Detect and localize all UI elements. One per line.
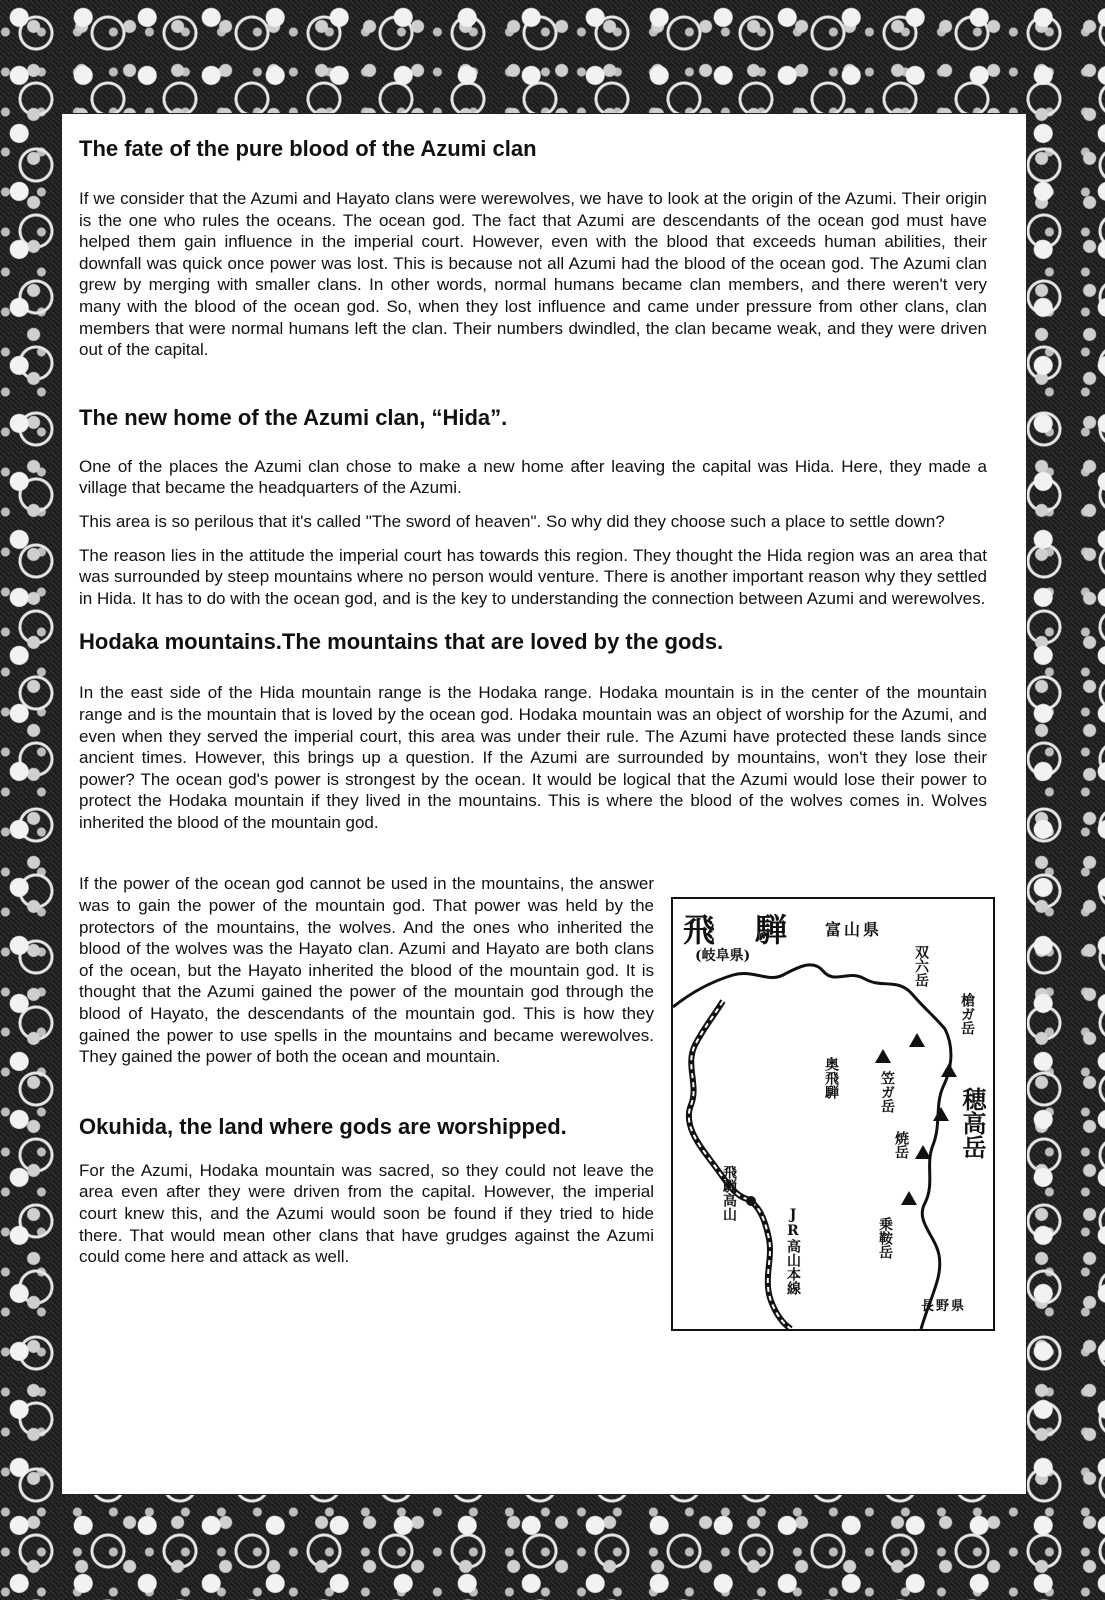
sugoroku-marker bbox=[909, 1033, 925, 1047]
label-yari: 槍ガ岳 bbox=[959, 993, 975, 1036]
map-subtitle: (岐阜県) bbox=[695, 948, 751, 965]
paragraph-hida-2: This area is so perilous that it's called "The sword of heaven". So why did they choose such a place to settle down? bbox=[79, 511, 945, 531]
jr-line-outer bbox=[689, 1001, 791, 1329]
paragraph-okuhida: For the Azumi, Hodaka mountain was sacred, so they could not leave the area even after they were driven from the capital. However, the imperial court knew this, and the Azumi would soon be found if they tried to hide there. That would mean other clans that have grudges against the Azumi could come here and attack as well. bbox=[79, 1160, 654, 1267]
heading-okuhida: Okuhida, the land where gods are worshipped. bbox=[79, 1113, 567, 1139]
norikura-marker bbox=[901, 1191, 917, 1205]
label-jr-line: JR高山本線 bbox=[785, 1207, 801, 1296]
yari-marker bbox=[941, 1063, 957, 1077]
heading-hodaka-mountains: Hodaka mountains.The mountains that are loved by the gods. bbox=[79, 629, 724, 655]
label-okuhida: 奥飛騨 bbox=[823, 1057, 839, 1100]
paragraph-hodaka: In the east side of the Hida mountain range is the Hodaka range. Hodaka mountain is in the center of the mountain range and is the mountain that is loved by the ocean god. Hodaka mountain was an object of worship for the Azumi, and even when they served the imperial court, this area was under their rule. The Azumi have protected these lands since ancient times. However, this brings up a question. If the Azumi are surrounded by mountains, won't they lose their power? The ocean god's power is strongest by the ocean. It would be logical that the Azumi would lose their power to protect the Hodaka mountain if they lived in the mountains. This is where the blood of the wolves comes in. Wolves inherited the blood of the mountain god. bbox=[79, 683, 987, 832]
label-toyama: 富山県 bbox=[825, 920, 883, 940]
kasa-marker bbox=[875, 1049, 891, 1063]
map-title: 飛 騨 bbox=[683, 911, 792, 950]
label-sugoroku: 双六岳 bbox=[913, 945, 929, 988]
yake-marker bbox=[915, 1145, 931, 1159]
label-takayama: 飛騨高山 bbox=[721, 1165, 737, 1222]
heading-azumi-fate: The fate of the pure blood of the Azumi clan bbox=[79, 136, 537, 161]
label-kasa: 笠ガ岳 bbox=[879, 1071, 895, 1114]
left-column bbox=[79, 873, 654, 1267]
label-norikura: 乗鞍岳 bbox=[877, 1217, 893, 1260]
takayama-station-dot bbox=[746, 1196, 756, 1206]
label-nagano: 長野県 bbox=[921, 1299, 967, 1315]
heading-new-home-hida: The new home of the Azumi clan, “Hida”. bbox=[79, 404, 508, 430]
bottom-section bbox=[79, 873, 987, 1315]
jr-line-inner bbox=[689, 1001, 791, 1329]
hodaka-marker bbox=[933, 1107, 949, 1121]
paragraph-mountain-god: If the power of the ocean god cannot be used in the mountains, the answer was to gain the power of the mountain god. That power was held by the protectors of the mountains, the wolves. And the ones who inherited the blood of the wolves was the Hayato clan. Azumi and Hayato are both clans of the ocean, but the Hayato inherited the blood of the mountain god. It is thought that the Azumi gained the power of the mountain god through the blood of Hayato, the descendants of the mountain god. This is how they gained the power to use spells in the mountains and became werewolves. They gained the power of both the ocean and mountain. bbox=[79, 874, 654, 1067]
label-hodaka: 穂高岳 bbox=[958, 1087, 987, 1160]
article bbox=[79, 128, 987, 1315]
paragraph-hida-1: One of the places the Azumi clan chose to make a new home after leaving the capital was Hida. Here, they made a village that became the headquarters of the Azumi. bbox=[79, 456, 987, 498]
label-yake: 焼岳 bbox=[893, 1131, 909, 1160]
paragraph-azumi-fate: If we consider that the Azumi and Hayato clans were werewolves, we have to look at the origin of the Azumi. Their origin is the one who rules the oceans. The ocean god. The fact that Azumi are descendants of the ocean god must have helped them gain influence in the imperial court. However, even with the blood that exceeds human abilities, their downfall was quick once power was lost. This is because not all Azumi had the blood of the ocean god. The Azumi clan grew by merging with smaller clans. In other words, normal humans became clan members, and there weren't very many with the blood of the ocean god. So, when they lost influence and came under pressure from other clans, clan members that were normal humans left the clan. Their numbers dwindled, the clan became weak, and they were driven out of the capital. bbox=[79, 189, 987, 360]
paragraph-hida-3: The reason lies in the attitude the imperial court has towards this region. They thought the Hida region was an area that was surrounded by steep mountains where no person would venture. There is another important reason why they settled in Hida. It has to do with the ocean god, and is the key to understanding the connection between Azumi and werewolves. bbox=[79, 545, 987, 608]
hida-map bbox=[671, 897, 995, 1331]
